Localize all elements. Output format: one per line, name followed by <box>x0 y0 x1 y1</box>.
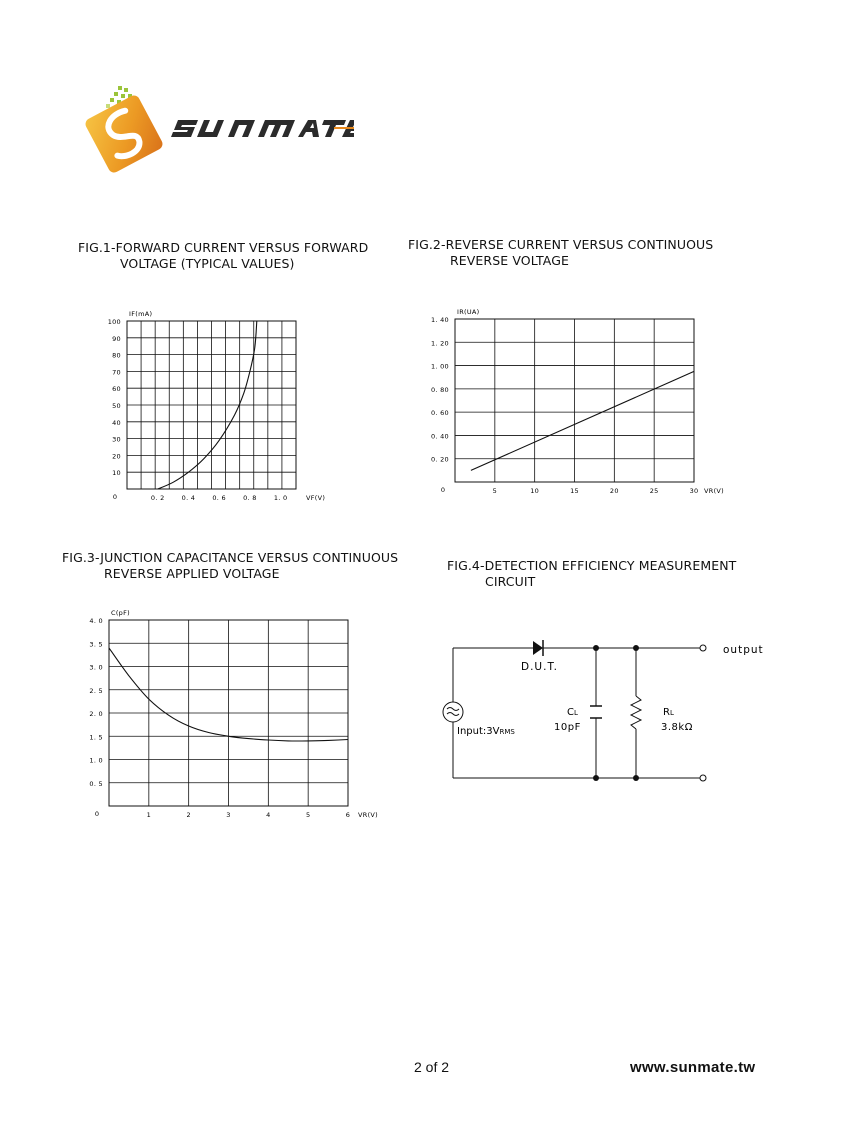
rl-label: RL <box>663 707 674 718</box>
x-tick-label: 1 <box>146 811 152 819</box>
x-tick-label: 4 <box>266 811 271 819</box>
junction-dot <box>633 645 639 651</box>
y-tick-label: 40 <box>112 418 121 427</box>
fig2-chart <box>425 298 735 503</box>
y-tick-label: 1. 00 <box>430 362 449 371</box>
x-tick-label: 2 <box>186 811 191 819</box>
x-tick-label: 5 <box>305 811 311 819</box>
y-tick-label: 100 <box>107 318 121 326</box>
website-url[interactable]: www.sunmate.tw <box>630 1059 756 1076</box>
fig1-chart <box>95 300 345 510</box>
dut-diode <box>533 640 543 656</box>
y-tick-label: 80 <box>112 351 121 360</box>
fig4-circuit <box>430 630 770 800</box>
x-tick-label: 25 <box>649 487 659 495</box>
y-tick-label: 1. 5 <box>89 733 103 742</box>
y-tick-label: 30 <box>112 435 121 444</box>
output-terminal <box>700 645 706 651</box>
junction-dot <box>593 645 599 651</box>
y-tick-label: 1. 0 <box>89 756 103 765</box>
fig3-title-line1: FIG.3-JUNCTION CAPACITANCE VERSUS CONTINUOUS <box>62 550 399 565</box>
y-axis-label: IF(mA) <box>129 310 153 318</box>
x-tick-label: 5 <box>492 487 498 495</box>
y-axis-label: C(pF) <box>111 609 130 617</box>
y-tick-label: 50 <box>112 402 121 410</box>
y-tick-label: 1. 20 <box>430 339 449 348</box>
y-tick-label: 0. 60 <box>430 409 449 418</box>
y-tick-label: 90 <box>112 334 121 343</box>
y-axis-label: IR(UA) <box>457 308 480 316</box>
y-tick-label: 20 <box>112 452 121 461</box>
x-tick-label: 0. 4 <box>181 494 196 502</box>
fig1-title-line1: FIG.1-FORWARD CURRENT VERSUS FORWARD <box>78 240 369 255</box>
fig4-title-line2: CIRCUIT <box>485 574 536 589</box>
dut-label: D.U.T. <box>521 661 558 673</box>
x-tick-label: 0. 2 <box>150 494 165 502</box>
fig3-title <box>62 550 398 582</box>
fig4-title <box>447 558 736 590</box>
cl-label: CL <box>567 707 578 718</box>
fig3-title-line2: REVERSE APPLIED VOLTAGE <box>104 566 280 581</box>
y-tick-label: 10 <box>112 469 121 478</box>
fig2-title-line1: FIG.2-REVERSE CURRENT VERSUS CONTINUOUS <box>408 237 714 252</box>
y-tick-label: 3. 5 <box>89 640 103 649</box>
fig1-title <box>78 240 368 272</box>
chart-grid <box>109 620 348 806</box>
x-tick-label: 6 <box>345 811 351 819</box>
output-terminal <box>700 775 706 781</box>
origin-label: 0 <box>440 486 446 494</box>
y-tick-label: 0. 40 <box>430 432 449 441</box>
y-tick-label: 0. 20 <box>430 455 449 464</box>
origin-label: 0 <box>112 493 118 501</box>
rl-value: 3.8kΩ <box>661 722 693 733</box>
fig4-title-line1: FIG.4-DETECTION EFFICIENCY MEASUREMENT <box>447 558 737 573</box>
cl-value: 10pF <box>554 722 581 733</box>
y-tick-label: 3. 0 <box>89 663 103 672</box>
sunmate-logo-graphic <box>84 84 354 174</box>
x-tick-label: 20 <box>609 487 619 495</box>
fig1-title-line2: VOLTAGE (TYPICAL VALUES) <box>120 256 295 271</box>
x-axis-label: VR(V) <box>358 811 378 819</box>
y-tick-label: 1. 40 <box>430 316 449 324</box>
y-tick-label: 70 <box>112 368 121 377</box>
input-label: Input:3VRMS <box>457 726 515 737</box>
sunmate-logo <box>84 84 354 174</box>
origin-label: 0 <box>94 810 100 818</box>
x-tick-label: 0. 6 <box>212 494 226 502</box>
junction-dot <box>593 775 599 781</box>
fig2-title-line2: REVERSE VOLTAGE <box>450 253 570 268</box>
x-tick-label: 1. 0 <box>273 494 288 502</box>
x-axis-label: VR(V) <box>704 487 724 495</box>
junction-dot <box>633 775 639 781</box>
x-tick-label: 3 <box>226 811 231 819</box>
x-tick-label: 10 <box>530 487 540 495</box>
chart-grid <box>455 319 694 482</box>
fig3-chart <box>85 598 385 828</box>
y-tick-label: 2. 5 <box>89 686 103 695</box>
page-number: 2 of 2 <box>414 1059 450 1075</box>
y-tick-label: 0. 80 <box>430 385 449 394</box>
x-tick-label: 30 <box>689 487 699 495</box>
series-line-ir <box>471 371 694 470</box>
fig2-title <box>408 237 713 269</box>
y-tick-label: 60 <box>112 385 121 394</box>
y-tick-label: 0. 5 <box>89 779 103 788</box>
x-tick-label: 15 <box>570 487 579 495</box>
chart-grid <box>127 321 296 489</box>
output-label: output <box>723 644 764 656</box>
x-tick-label: 0. 8 <box>243 494 257 502</box>
x-axis-label: VF(V) <box>306 494 326 502</box>
y-tick-label: 4. 0 <box>89 617 103 625</box>
y-tick-label: 2. 0 <box>89 710 103 718</box>
